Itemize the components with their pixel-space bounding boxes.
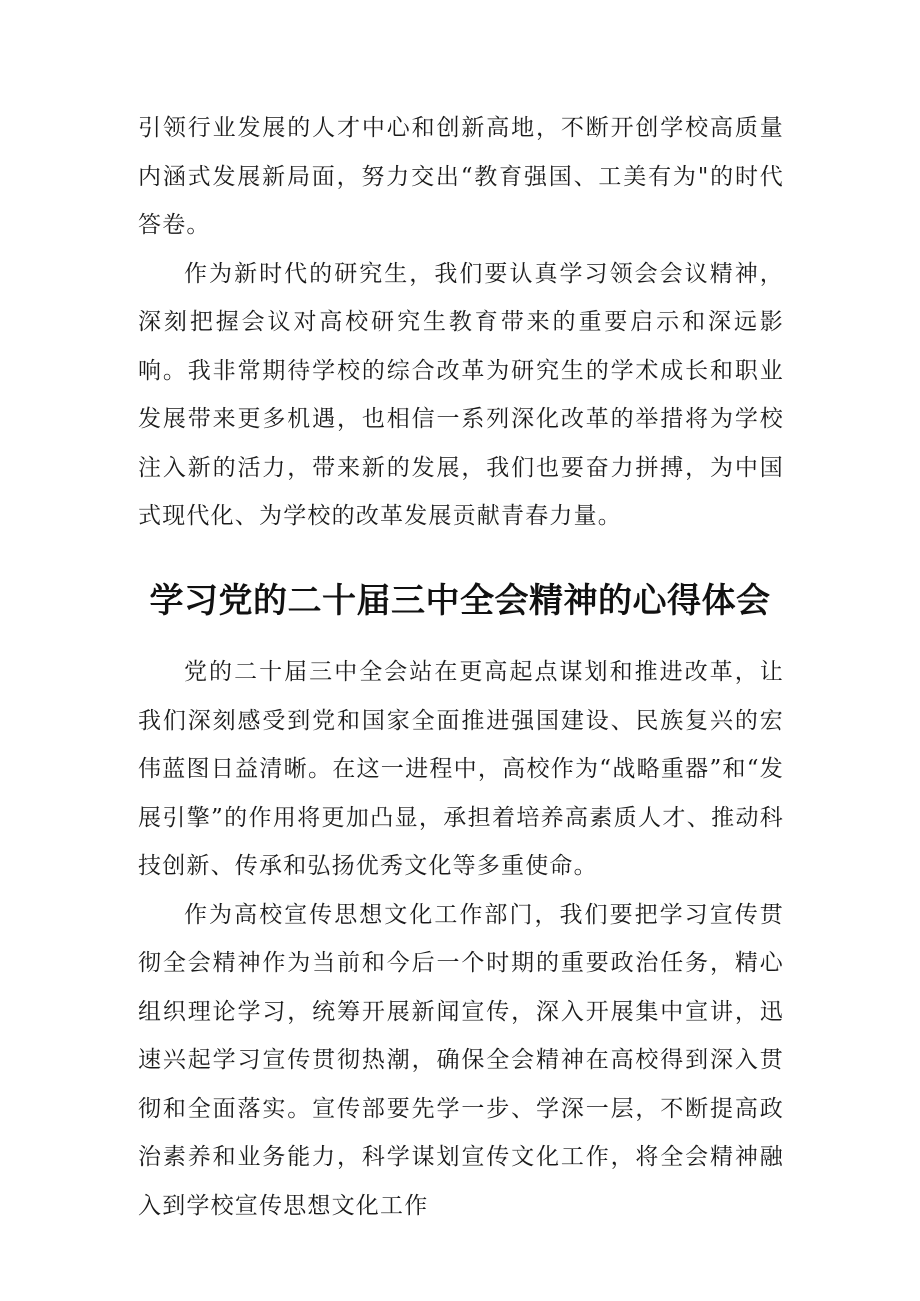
paragraph-graduate-student: 作为新时代的研究生，我们要认真学习领会会议精神，深刻把握会议对高校研究生教育带来的重要启示和深远影响。我非常期待学校的综合改革为研究生的学术成长和职业发展带来更多机遇，也相信一系列深化改革的举措将为学校注入新的活力，带来新的发展，我们也要奋力拼搏，为中国式现代化、为学校的改革发展贡献青春力量。 — [138, 260, 784, 529]
bottom-text-block — [138, 648, 784, 1230]
paragraph-continuation: 引领行业发展的人才中心和创新高地，不断开创学校高质量内涵式发展新局面，努力交出“教育强国、工美有为"的时代答卷。 — [138, 115, 784, 238]
paragraph-publicity-department: 作为高校宣传思想文化工作部门，我们要把学习宣传贯彻全会精神作为当前和今后一个时期的重要政治任务，精心组织理论学习，统筹开展新闻宣传，深入开展集中宣讲，迅速兴起学习宣传贯彻热潮，确保全会精神在高校得到深入贯彻和全面落实。宣传部要先学一步、学深一层，不断提高政治素养和业务能力，科学谋划宣传文化工作，将全会精神融入到学校宣传思想文化工作 — [138, 901, 784, 1219]
section-title: 学习党的二十届三中全会精神的心得体会 — [149, 580, 771, 621]
top-text-block — [138, 104, 784, 541]
paragraph-plenum-intro: 党的二十届三中全会站在更高起点谋划和推进改革，让我们深刻感受到党和国家全面推进强国建设、民族复兴的宏伟蓝图日益清晰。在这一进程中，高校作为“战略重器”和“发展引擎”的作用将更加凸显，承担着培养高素质人才、推动科技创新、传承和弘扬优秀文化等多重使命。 — [138, 659, 784, 879]
